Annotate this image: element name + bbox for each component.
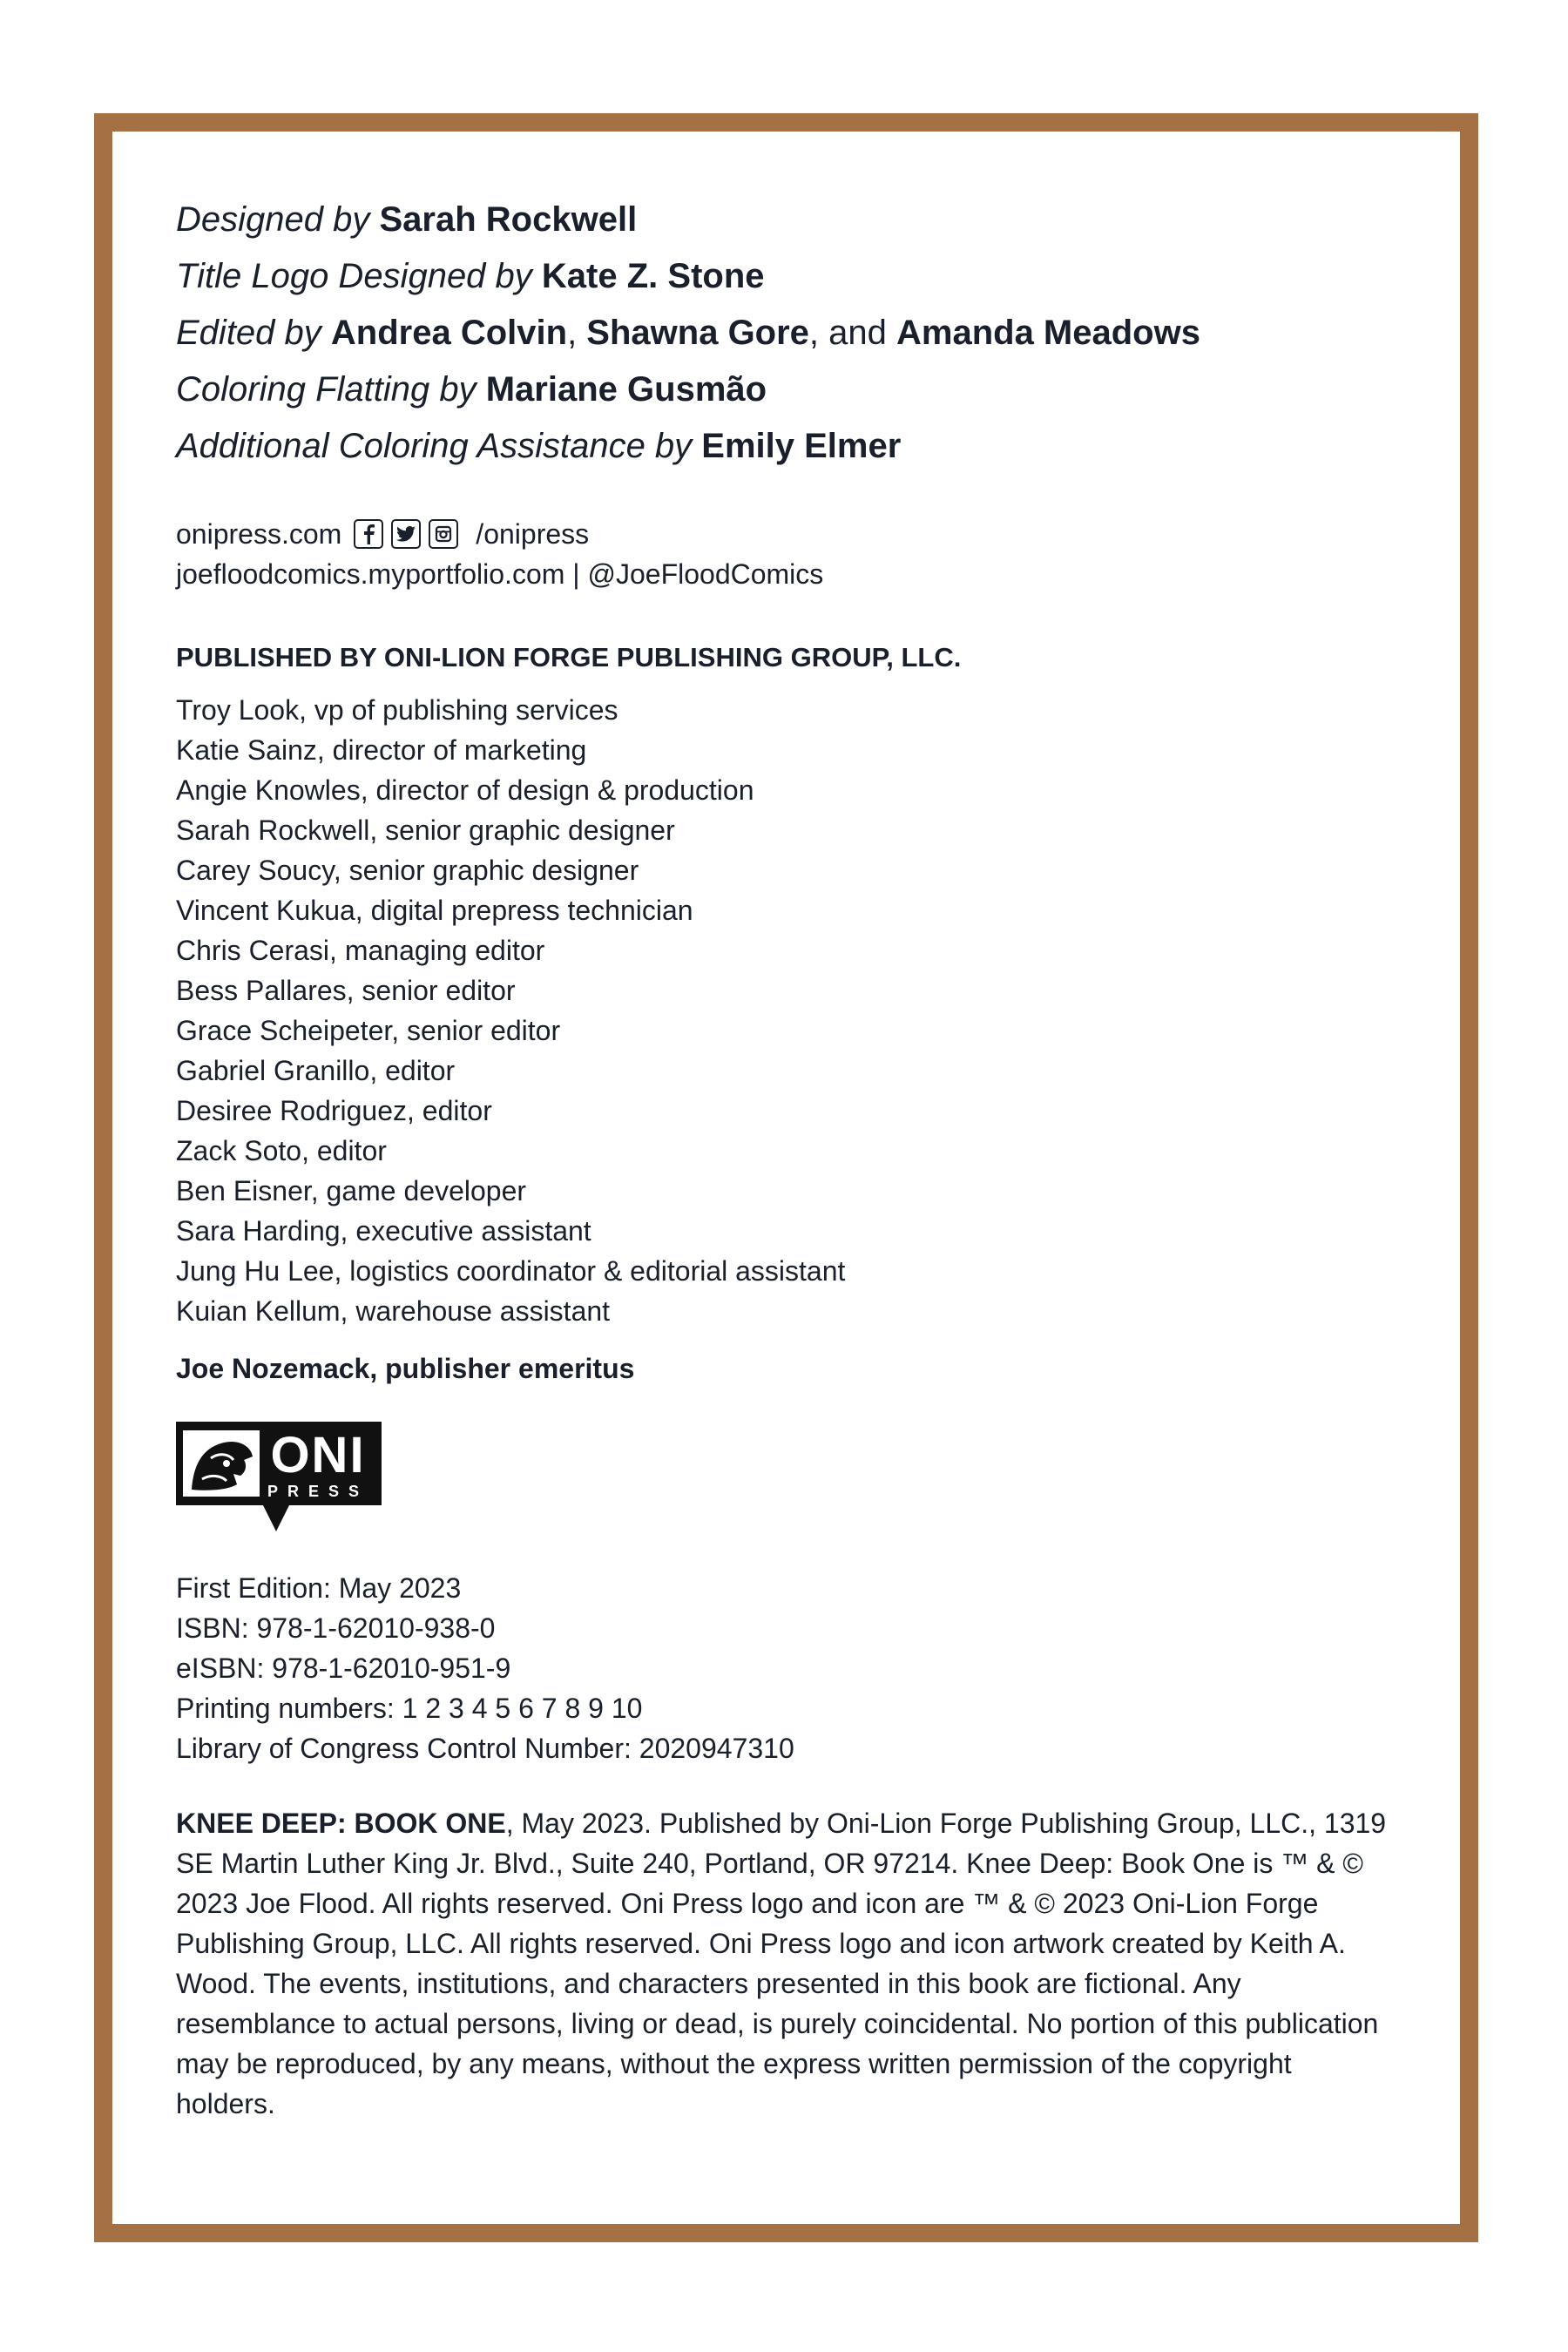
credit-line-title-logo [176, 248, 1396, 305]
credit-name: Kate Z. Stone [541, 257, 765, 295]
oni-press-logo [176, 1422, 382, 1535]
credit-separator: , [567, 314, 587, 352]
staff-entry: Kuian Kellum, warehouse assistant [176, 1295, 611, 1327]
credit-name: Emily Elmer [701, 427, 902, 465]
credit-role: Edited by [176, 314, 321, 352]
staff-entry: Jung Hu Lee, logistics coordinator & editorial assistant [176, 1255, 846, 1287]
publisher-social-handle[interactable]: /onipress [476, 518, 590, 550]
logo-wordmark: ONI [270, 1427, 366, 1484]
first-edition: First Edition: May 2023 [176, 1572, 462, 1604]
staff-entry: Katie Sainz, director of marketing [176, 734, 587, 766]
staff-entry: Angie Knowles, director of design & production [176, 774, 754, 806]
staff-entry: Zack Soto, editor [176, 1135, 387, 1166]
staff-entry: Ben Eisner, game developer [176, 1175, 527, 1206]
credit-line-editors [176, 305, 1396, 362]
loc-control-number: Library of Congress Control Number: 2020947310 [176, 1733, 794, 1764]
legal-notice [176, 1803, 1396, 2124]
staff-entry: Vincent Kukua, digital prepress technician [176, 895, 693, 926]
instagram-icon[interactable] [429, 519, 458, 549]
credit-role: Coloring Flatting by [176, 370, 476, 409]
credit-role: Additional Coloring Assistance by [176, 427, 693, 465]
publisher-emeritus: Joe Nozemack, publisher emeritus [176, 1353, 635, 1384]
credit-line-flatting [176, 362, 1396, 418]
printing-numbers: Printing numbers: 1 2 3 4 5 6 7 8 9 10 [176, 1693, 643, 1724]
credit-name: Andrea Colvin [330, 314, 568, 352]
book-title: KNEE DEEP: BOOK ONE [176, 1808, 506, 1839]
staff-entry: Bess Pallares, senior editor [176, 975, 516, 1006]
social-icons [354, 519, 458, 549]
staff-entry: Chris Cerasi, managing editor [176, 935, 545, 966]
staff-entry: Troy Look, vp of publishing services [176, 694, 618, 726]
staff-entry: Desiree Rodriguez, editor [176, 1095, 492, 1126]
staff-entry: Gabriel Granillo, editor [176, 1055, 456, 1086]
staff-entry: Sara Harding, executive assistant [176, 1215, 591, 1247]
creator-links-row[interactable]: joefloodcomics.myportfolio.com | @JoeFloodComics [176, 558, 824, 590]
credit-separator: , and [808, 314, 896, 352]
credit-role: Title Logo Designed by [176, 257, 532, 295]
eisbn: eISBN: 978-1-62010-951-9 [176, 1652, 511, 1684]
twitter-icon[interactable] [391, 519, 421, 549]
facebook-icon[interactable] [354, 519, 383, 549]
credit-role: Designed by [176, 200, 370, 239]
links-block [176, 514, 1396, 594]
publisher-site-link[interactable]: onipress.com [176, 518, 342, 550]
credit-name: Mariane Gusmão [485, 370, 767, 409]
credit-name: Shawna Gore [586, 314, 809, 352]
staff-entry: Grace Scheipeter, senior editor [176, 1015, 561, 1046]
edition-info [176, 1568, 1396, 1768]
staff-list [176, 690, 1396, 1331]
staff-entry: Sarah Rockwell, senior graphic designer [176, 814, 675, 846]
credits-block [176, 192, 1396, 475]
publisher-links-row [176, 514, 1396, 554]
credit-name: Amanda Meadows [896, 314, 1200, 352]
credit-line-designer [176, 192, 1396, 248]
copyright-page-content [176, 192, 1396, 2124]
logo-subtext: PRESS [267, 1483, 369, 1500]
isbn: ISBN: 978-1-62010-938-0 [176, 1612, 496, 1644]
credit-line-coloring-assist [176, 418, 1396, 475]
credit-name: Sarah Rockwell [379, 200, 638, 239]
publisher-heading: PUBLISHED BY ONI-LION FORGE PUBLISHING GROUP, LLC. [176, 642, 962, 672]
staff-entry: Carey Soucy, senior graphic designer [176, 855, 639, 886]
legal-body: , May 2023. Published by Oni-Lion Forge Publishing Group, LLC., 1319 SE Martin Luther King Jr. Blvd., Suite 240, Portland, OR 97214. Knee Deep: Book One is ™ & © 2023 Joe Flood. All rights reserved. Oni Press logo and icon are ™ & © 2023 Oni-Lion Forge Publishing Group, LLC. All rights reserved. Oni Press logo and icon artwork created by Keith A. Wood. The events, institutions, and characters presented in this book are fictional. Any resemblance to actual persons, living or dead, is purely coincidental. No portion of this publication may be reproduced, by any means, without the express written permission of the copyright holders. [176, 1808, 1387, 2119]
